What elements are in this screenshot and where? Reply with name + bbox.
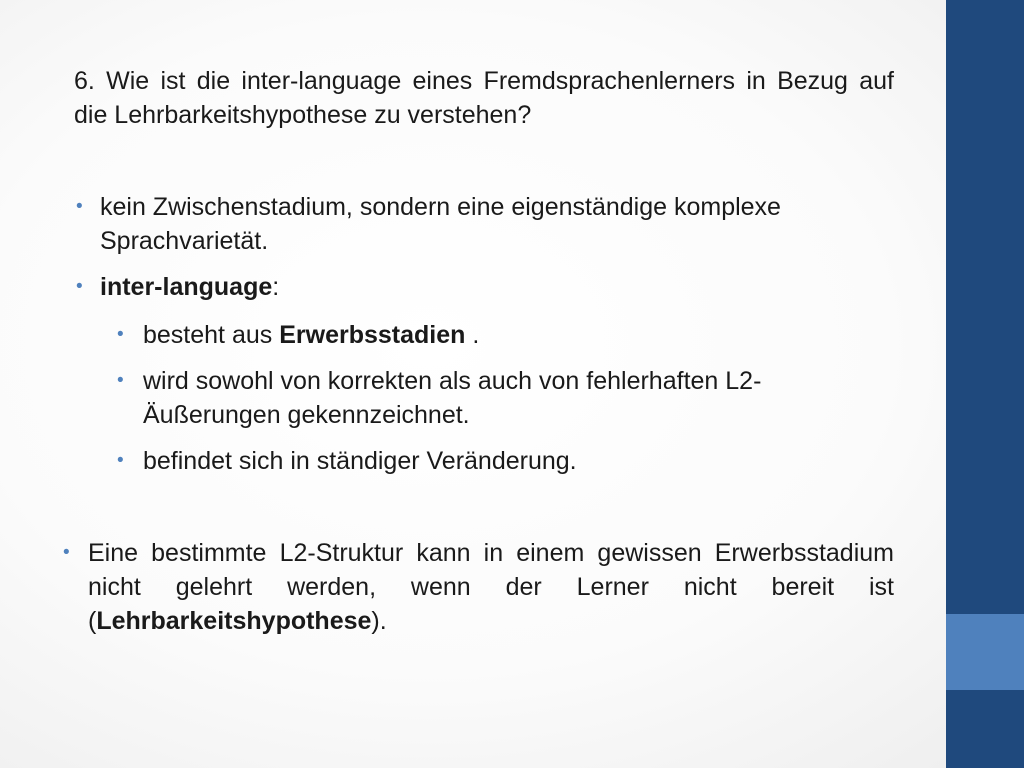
bullet-prefix: besteht aus — [143, 321, 280, 349]
bullet-text: wird sowohl von korrekten als auch von fehlerhaften L2-Äußerungen gekennzeichnet. — [143, 367, 762, 429]
bullet-prefix: Eine bestimmte L2-Struktur kann in einem gewissen Erwerbsstadium nicht gelehrt werden, wenn der Lerner nicht bereit ist ( — [88, 539, 894, 635]
bullet-suffix: ). — [371, 607, 387, 635]
bullet-bold-term: inter-language — [100, 273, 273, 301]
sidebar-decoration — [946, 0, 1024, 768]
bullet-suffix: : — [272, 273, 280, 301]
bullet-bold-term: Erwerbsstadien — [279, 321, 466, 349]
bullet-marker: • — [76, 276, 83, 297]
sub-bullet-marker: • — [117, 324, 124, 345]
bullet-bold-term: Lehrbarkeitshypothese — [96, 607, 372, 635]
bullet-text: befindet sich in ständiger Veränderung. — [143, 447, 577, 475]
question-heading: 6. Wie ist die inter-language eines Fremdsprachenlerners in Bezug auf die Lehrbarkeitshypothese zu verstehen? — [74, 67, 894, 129]
sidebar-accent-block — [946, 614, 1024, 690]
bullet-suffix: . — [465, 321, 480, 349]
bullet-text: kein Zwischenstadium, sondern eine eigenständige komplexe Sprachvarietät. — [100, 193, 781, 255]
bullet-item-inter-language — [100, 270, 890, 304]
bullet-marker: • — [63, 542, 70, 563]
bullet-marker: • — [76, 196, 83, 217]
sub-bullet-item-erwerbsstadien — [143, 318, 893, 352]
sub-bullet-item-aeusserungen — [143, 364, 893, 432]
sub-bullet-item-veraenderung — [143, 444, 893, 478]
bullet-item-definition — [100, 190, 890, 258]
bullet-item-lehrbarkeitshypothese — [88, 536, 894, 638]
sub-bullet-marker: • — [117, 450, 124, 471]
sub-bullet-marker: • — [117, 370, 124, 391]
